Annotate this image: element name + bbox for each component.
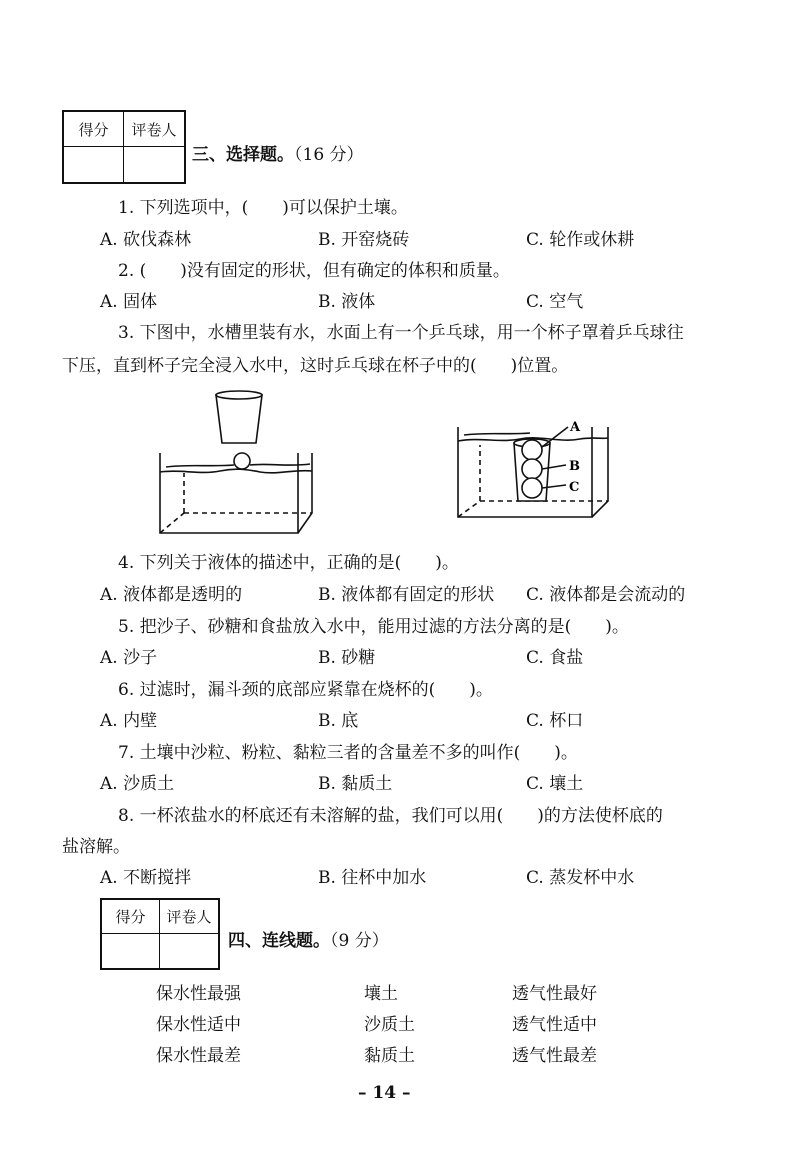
question-stem-continued: 盐溶解。 bbox=[62, 837, 130, 857]
option-c: C. 蒸发杯中水 bbox=[526, 868, 635, 888]
question-stem: 3. 下图中，水槽里装有水，水面上有一个乒乓球，用一个杯子罩着乒乓球往 bbox=[118, 323, 684, 343]
score-label: 得分 bbox=[102, 900, 160, 934]
option-a: A. 内壁 bbox=[100, 711, 158, 731]
matching-right-item: 透气性最差 bbox=[512, 1046, 597, 1066]
question-stem: 2. ( )没有固定的形状，但有确定的体积和质量。 bbox=[118, 261, 510, 281]
matching-right-item: 透气性最好 bbox=[512, 984, 597, 1004]
matching-left-item: 保水性最差 bbox=[156, 1046, 241, 1066]
question-stem: 7. 土壤中沙粒、粉粒、黏粒三者的含量差不多的叫作( )。 bbox=[118, 743, 578, 763]
option-c: C. 液体都是会流动的 bbox=[526, 585, 686, 605]
question-stem: 4. 下列关于液体的描述中，正确的是( )。 bbox=[118, 553, 459, 573]
section-title: 四、连线题。 bbox=[228, 931, 330, 951]
matching-right-item: 透气性适中 bbox=[512, 1015, 597, 1035]
section-points: （9 分） bbox=[330, 931, 389, 951]
question-stem: 1. 下列选项中，( )可以保护土壤。 bbox=[118, 198, 408, 218]
matching-middle-item: 壤土 bbox=[364, 984, 398, 1004]
option-c: C. 壤土 bbox=[526, 774, 584, 794]
figure-label-b: B bbox=[569, 459, 580, 474]
score-cell bbox=[64, 147, 124, 182]
grader-label: 评卷人 bbox=[160, 900, 218, 934]
section-title: 三、选择题。 bbox=[192, 145, 294, 165]
option-b: B. 液体 bbox=[318, 292, 376, 312]
question-stem-continued: 下压，直到杯子完全浸入水中，这时乒乓球在杯子中的( )位置。 bbox=[62, 356, 569, 376]
grader-label: 评卷人 bbox=[124, 112, 184, 147]
option-c: C. 杯口 bbox=[526, 711, 584, 731]
matching-middle-item: 沙质土 bbox=[364, 1015, 415, 1035]
matching-left-item: 保水性最强 bbox=[156, 984, 241, 1004]
question-stem: 5. 把沙子、砂糖和食盐放入水中，能用过滤的方法分离的是( )。 bbox=[118, 617, 629, 637]
option-b: B. 开窑烧砖 bbox=[318, 230, 410, 250]
question-stem: 6. 过滤时，漏斗颈的底部应紧靠在烧杯的( )。 bbox=[118, 680, 493, 700]
option-a: A. 不断搅拌 bbox=[100, 868, 192, 888]
option-a: A. 沙质土 bbox=[100, 774, 175, 794]
score-label: 得分 bbox=[64, 112, 124, 147]
option-c: C. 食盐 bbox=[526, 648, 584, 668]
section-heading bbox=[228, 926, 389, 951]
option-b: B. 底 bbox=[318, 711, 359, 731]
option-a: A. 沙子 bbox=[100, 648, 158, 668]
option-a: A. 固体 bbox=[100, 292, 158, 312]
option-a: A. 砍伐森林 bbox=[100, 230, 192, 250]
option-b: B. 液体都有固定的形状 bbox=[318, 585, 495, 605]
score-box bbox=[100, 898, 220, 970]
score-box bbox=[62, 110, 186, 184]
tank-figure-right bbox=[450, 405, 620, 525]
option-b: B. 往杯中加水 bbox=[318, 868, 427, 888]
option-c: C. 轮作或休耕 bbox=[526, 230, 635, 250]
grader-cell bbox=[124, 147, 184, 182]
score-cell bbox=[102, 934, 160, 968]
page-number: – 14 – bbox=[358, 1083, 411, 1103]
section-points: （16 分） bbox=[294, 145, 364, 165]
matching-middle-item: 黏质土 bbox=[364, 1046, 415, 1066]
section-heading bbox=[192, 140, 364, 165]
tank-figure-left bbox=[150, 385, 320, 540]
option-a: A. 液体都是透明的 bbox=[100, 585, 243, 605]
figure-label-a: A bbox=[570, 420, 581, 435]
grader-cell bbox=[160, 934, 218, 968]
option-b: B. 砂糖 bbox=[318, 648, 376, 668]
matching-left-item: 保水性适中 bbox=[156, 1015, 241, 1035]
figure-label-c: C bbox=[569, 480, 580, 495]
option-c: C. 空气 bbox=[526, 292, 584, 312]
option-b: B. 黏质土 bbox=[318, 774, 393, 794]
question-stem: 8. 一杯浓盐水的杯底还有未溶解的盐，我们可以用( )的方法使杯底的 bbox=[118, 806, 663, 826]
